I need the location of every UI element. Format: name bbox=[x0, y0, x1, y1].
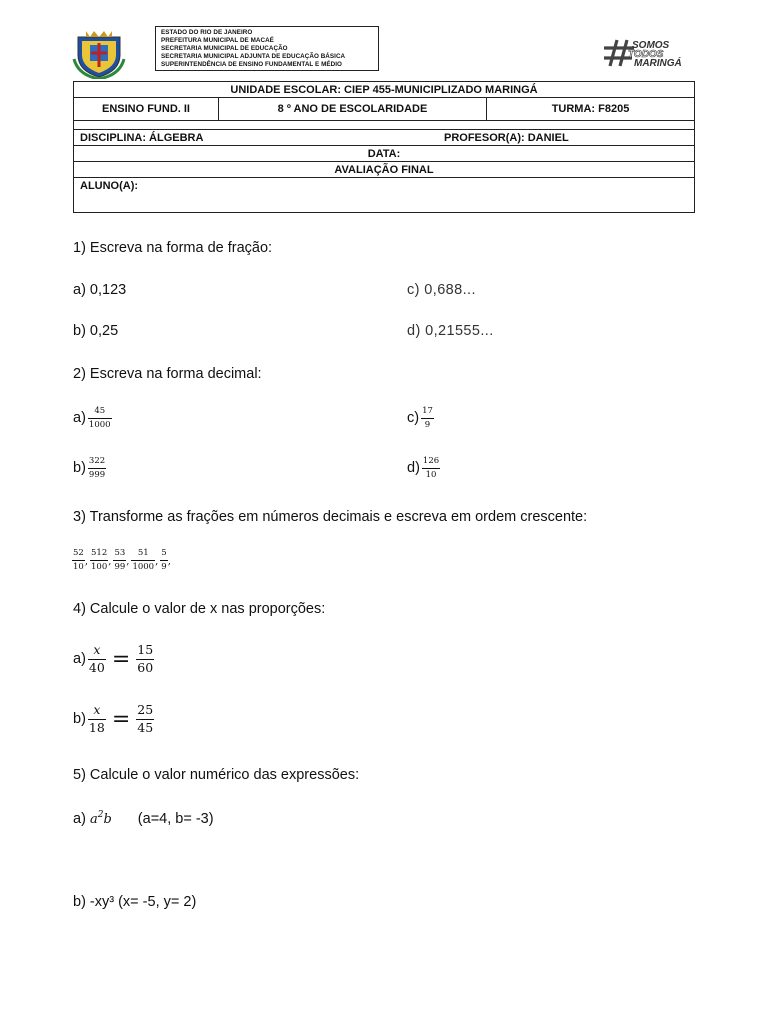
fraction bbox=[88, 457, 106, 479]
item-label: b) bbox=[73, 460, 86, 476]
fraction bbox=[90, 549, 108, 571]
gov-line: PREFEITURA MUNICIPAL DE MACAÉ bbox=[161, 37, 274, 44]
second-variable: b bbox=[103, 811, 112, 827]
fraction bbox=[88, 644, 106, 674]
somos-todos-maringa-logo bbox=[604, 39, 690, 67]
variable-values: (a=4, b= -3) bbox=[137, 810, 214, 827]
question-1a: a) 0,123 bbox=[73, 282, 127, 298]
fraction bbox=[421, 407, 434, 429]
gov-line: SUPERINTENDÊNCIA DE ENSINO FUNDAMENTAL E MÉDIO bbox=[161, 61, 342, 68]
question-5a bbox=[73, 810, 214, 827]
variable: x bbox=[93, 702, 101, 717]
denominator: 9 bbox=[424, 419, 431, 430]
numerator: 52 bbox=[73, 548, 84, 558]
numerator: 15 bbox=[137, 642, 154, 657]
teacher: PROFESOR(A): DANIEL bbox=[444, 131, 569, 144]
fraction bbox=[88, 407, 112, 429]
denominator: 40 bbox=[88, 659, 105, 675]
student-row[interactable] bbox=[74, 178, 694, 212]
fraction bbox=[131, 549, 155, 571]
gov-line: ESTADO DO RIO DE JANEIRO bbox=[161, 29, 253, 36]
exam-row bbox=[74, 162, 694, 178]
spacer-row bbox=[74, 121, 694, 130]
date-row bbox=[74, 146, 694, 162]
fraction-list bbox=[72, 549, 173, 571]
gov-line: SECRETARIA MUNICIPAL DE EDUCAÇÃO bbox=[161, 45, 288, 52]
question-4-title: 4) Calcule o valor de x nas proporções: bbox=[73, 601, 326, 617]
question-1d: d) 0,21555... bbox=[407, 323, 494, 339]
school-unit-row bbox=[74, 82, 694, 98]
question-3-title: 3) Transforme as frações em números decimais e escreva em ordem crescente: bbox=[73, 509, 588, 525]
item-label: d) bbox=[407, 460, 420, 476]
fraction bbox=[136, 704, 154, 734]
base-variable: a bbox=[89, 811, 98, 827]
question-5b: b) -xy³ (x= -5, y= 2) bbox=[73, 894, 197, 910]
level: ENSINO FUND. II bbox=[101, 103, 190, 115]
item-label: c) bbox=[407, 410, 420, 426]
item-label: a) bbox=[73, 410, 86, 426]
denominator: 999 bbox=[88, 469, 106, 480]
denominator: 100 bbox=[91, 561, 108, 572]
denominator: 1000 bbox=[88, 419, 111, 430]
numerator: 322 bbox=[88, 456, 106, 466]
numerator: 51 bbox=[137, 548, 149, 558]
separator: , bbox=[108, 556, 112, 567]
denominator: 9 bbox=[161, 561, 167, 572]
separator: , bbox=[84, 556, 89, 567]
fraction bbox=[136, 644, 154, 674]
equals-sign: = bbox=[111, 706, 131, 732]
denominator: 10 bbox=[425, 469, 437, 480]
question-4a bbox=[73, 644, 154, 674]
fraction bbox=[160, 549, 167, 571]
numerator: 45 bbox=[94, 406, 106, 416]
question-1b: b) 0,25 bbox=[73, 323, 119, 339]
student-info-table bbox=[73, 81, 695, 213]
denominator: 18 bbox=[88, 719, 105, 735]
date-label: DATA: bbox=[367, 147, 401, 160]
variable: x bbox=[93, 642, 101, 657]
logo-line: SOMOS bbox=[632, 40, 670, 51]
question-1-title: 1) Escreva na forma de fração: bbox=[73, 240, 273, 256]
question-2c bbox=[407, 407, 434, 429]
question-2d bbox=[407, 457, 440, 479]
item-label: a) bbox=[73, 651, 86, 667]
subject: DISCIPLINA: ÁLGEBRA bbox=[80, 131, 204, 144]
question-2b bbox=[73, 457, 106, 479]
fraction bbox=[88, 704, 106, 734]
government-header-box bbox=[155, 26, 379, 71]
logo-line: TODOS bbox=[628, 49, 664, 60]
numerator: 512 bbox=[91, 548, 108, 558]
exam-title: AVALIAÇÃO FINAL bbox=[334, 163, 434, 176]
denominator: 60 bbox=[137, 659, 154, 675]
numerator: 53 bbox=[114, 548, 126, 558]
numerator: 126 bbox=[422, 456, 440, 466]
class-info-row bbox=[74, 98, 694, 121]
fraction bbox=[422, 457, 440, 479]
question-5-title: 5) Calcule o valor numérico das expressões: bbox=[73, 767, 360, 783]
question-2a bbox=[73, 407, 112, 429]
logo-line: MARINGÁ bbox=[634, 58, 682, 67]
numerator: 5 bbox=[161, 548, 167, 558]
equals-sign: = bbox=[111, 646, 131, 672]
student-label: ALUNO(A): bbox=[80, 180, 139, 192]
gov-line: SECRETARIA MUNICIPAL ADJUNTA DE EDUCAÇÃO BÁSICA bbox=[161, 53, 346, 60]
separator: , bbox=[155, 556, 159, 567]
class-cell bbox=[486, 98, 694, 120]
fraction bbox=[113, 549, 126, 571]
subject-row bbox=[74, 130, 694, 146]
separator: , bbox=[126, 556, 130, 567]
denominator: 99 bbox=[114, 561, 126, 572]
item-label: b) bbox=[73, 711, 86, 727]
grade: 8 º ANO DE ESCOLARIDADE bbox=[277, 103, 428, 115]
exponent: 2 bbox=[97, 810, 104, 820]
denominator: 1000 bbox=[132, 561, 155, 572]
question-1c: c) 0,688... bbox=[407, 282, 476, 298]
grade-cell bbox=[218, 98, 486, 120]
coat-of-arms-icon bbox=[72, 29, 126, 79]
separator: , bbox=[167, 556, 171, 567]
numerator: 17 bbox=[422, 406, 433, 416]
question-2-title: 2) Escreva na forma decimal: bbox=[73, 366, 262, 382]
school-unit: UNIDADE ESCOLAR: CIEP 455-MUNICIPLIZADO MARINGÁ bbox=[230, 83, 538, 96]
denominator: 45 bbox=[137, 719, 154, 735]
question-4b bbox=[73, 704, 154, 734]
fraction bbox=[72, 549, 85, 571]
item-label: a) bbox=[73, 810, 86, 827]
denominator: 10 bbox=[73, 561, 84, 572]
level-cell bbox=[74, 98, 218, 120]
class-id: TURMA: F8205 bbox=[551, 103, 630, 115]
numerator: 25 bbox=[137, 702, 154, 717]
